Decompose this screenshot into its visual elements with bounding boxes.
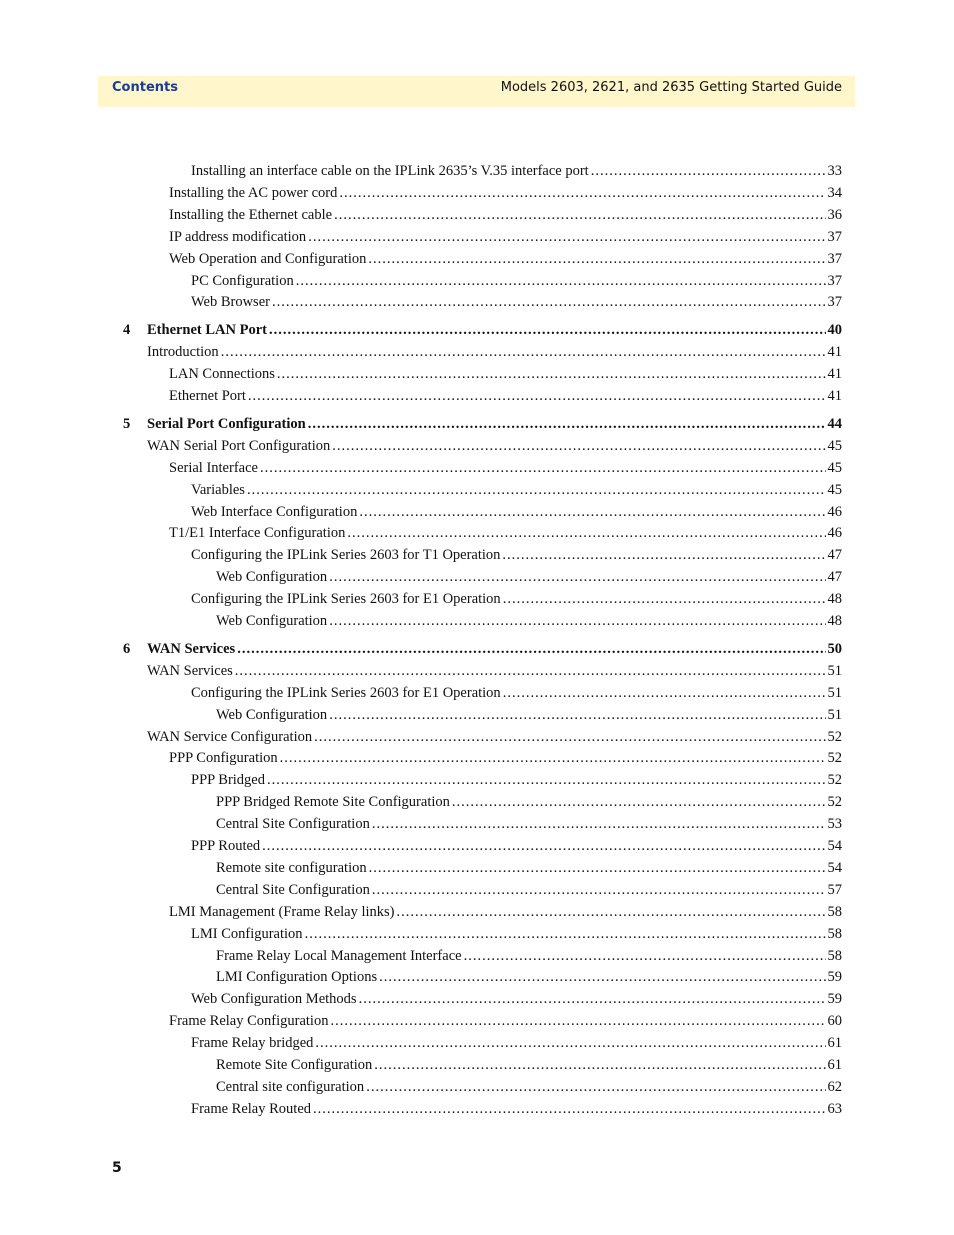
toc-dot-leader [329, 613, 825, 630]
toc-dot-leader [315, 1035, 825, 1052]
page-number: 5 [112, 1160, 122, 1176]
toc-entry[interactable] [169, 525, 842, 545]
toc-entry-page: 37 [827, 228, 842, 245]
toc-entry-page: 44 [827, 415, 842, 432]
toc-entry-page: 46 [827, 525, 842, 542]
toc-dot-leader [372, 816, 826, 833]
toc-dot-leader [305, 926, 826, 943]
toc-entry-title: LMI Management (Frame Relay links) [169, 903, 395, 920]
toc-entry-page: 34 [827, 184, 842, 201]
toc-dot-leader [374, 1057, 825, 1074]
toc-entry[interactable] [191, 547, 842, 567]
toc-entry[interactable] [191, 772, 842, 792]
toc-entry-page: 54 [827, 838, 842, 854]
toc-entry[interactable] [191, 685, 842, 705]
toc-entry-title: PPP Configuration [169, 750, 278, 767]
toc-dot-leader [329, 569, 825, 586]
toc-entry[interactable] [147, 663, 842, 683]
toc-entry-page: 47 [827, 569, 842, 586]
toc-entry-title: WAN Services [147, 640, 236, 657]
toc-dot-leader [308, 416, 826, 433]
toc-entry-title: LAN Connections [169, 366, 275, 383]
toc-dot-leader [397, 904, 826, 921]
toc-entry-page: 41 [827, 366, 842, 383]
toc-entry-title: Web Interface Configuration [191, 503, 358, 520]
toc-entry-page: 51 [827, 684, 842, 701]
toc-entry-title: IP address modification [169, 228, 307, 245]
toc-entry[interactable] [191, 926, 842, 946]
toc-entry-page: 40 [827, 322, 842, 339]
toc-dot-leader [464, 948, 826, 965]
toc-entry-page: 52 [827, 750, 842, 767]
toc-entry-title: WAN Service Configuration [147, 728, 313, 745]
toc-entry-title: Web Operation and Configuration [169, 250, 367, 267]
toc-dot-leader [369, 860, 826, 877]
toc-entry-title: Frame Relay Configuration [169, 1013, 329, 1030]
toc-entry[interactable] [191, 591, 842, 611]
toc-entry-page: 37 [827, 250, 842, 267]
toc-entry-page: 59 [827, 969, 842, 986]
toc-chapter-entry[interactable] [123, 640, 842, 661]
toc-entry-page: 45 [827, 437, 842, 454]
toc-chapter-number: 5 [123, 415, 131, 432]
toc-entry[interactable] [191, 504, 842, 524]
toc-entry-page: 54 [827, 859, 842, 876]
toc-dot-leader [503, 685, 826, 702]
toc-entry-title: Configuring the IPLink Series 2603 for E1 Operation [191, 591, 501, 608]
toc-dot-leader [334, 207, 825, 224]
running-header [98, 76, 855, 107]
toc-entry-page: 50 [827, 640, 842, 657]
toc-dot-leader [503, 591, 826, 608]
toc-entry[interactable] [169, 251, 842, 271]
toc-dot-leader [347, 525, 825, 542]
toc-entry[interactable] [169, 388, 842, 408]
toc-dot-leader [272, 294, 826, 311]
toc-chapter-number: 4 [123, 322, 131, 339]
toc-entry-page: 57 [827, 881, 842, 898]
toc-chapter-number: 6 [123, 640, 131, 657]
toc-entry-page: 58 [827, 947, 842, 964]
toc-entry[interactable] [147, 344, 842, 364]
toc-entry[interactable] [169, 750, 842, 770]
toc-entry-title: Remote site configuration [216, 859, 367, 876]
toc-entry-page: 45 [827, 459, 842, 476]
toc-entry-page: 37 [827, 272, 842, 289]
toc-entry-page: 58 [827, 903, 842, 920]
toc-entry[interactable] [216, 613, 842, 633]
toc-entry[interactable] [169, 366, 842, 386]
toc-chapter-entry[interactable] [123, 322, 842, 342]
toc-entry[interactable] [216, 882, 842, 902]
toc-entry[interactable] [169, 460, 842, 480]
toc-entry-title: LMI Configuration [191, 925, 303, 942]
toc-entry-title: Variables [191, 481, 245, 498]
toc-dot-leader [313, 1101, 825, 1118]
toc-entry-title: WAN Serial Port Configuration [147, 437, 331, 454]
toc-entry-title: WAN Services [147, 662, 233, 679]
toc-entry-page: 63 [827, 1100, 842, 1117]
toc-entry[interactable] [216, 1057, 842, 1077]
toc-entry-page: 46 [827, 503, 842, 520]
toc-dot-leader [296, 273, 826, 290]
toc-entry-title: Ethernet LAN Port [147, 322, 268, 339]
toc-entry[interactable] [147, 438, 842, 458]
toc-entry[interactable] [216, 816, 842, 836]
toc-entry-title: Serial Port Configuration [147, 415, 306, 432]
toc-entry-title: T1/E1 Interface Configuration [169, 525, 346, 542]
toc-entry-page: 48 [827, 591, 842, 608]
toc-entry-title: Web Configuration [216, 706, 328, 723]
toc-dot-leader [339, 185, 825, 202]
toc-dot-leader [247, 482, 826, 499]
toc-entry-title: Central site configuration [216, 1078, 365, 1095]
toc-entry[interactable] [216, 969, 842, 989]
toc-entry[interactable] [216, 860, 842, 880]
toc-dot-leader [248, 388, 826, 405]
header-guide-title: Models 2603, 2621, and 2635 Getting Started Guide [500, 80, 842, 95]
toc-entry-title: Remote Site Configuration [216, 1057, 373, 1073]
toc-entry-page: 59 [827, 991, 842, 1008]
toc-entry[interactable] [169, 229, 842, 249]
toc-entry-title: Frame Relay Routed [191, 1100, 312, 1117]
toc-entry[interactable] [216, 794, 842, 814]
toc-entry[interactable] [169, 185, 842, 205]
toc-entry-title: PC Configuration [191, 272, 294, 289]
toc-entry-page: 58 [827, 925, 842, 942]
toc-entry[interactable] [191, 1035, 842, 1055]
toc-entry-title: Configuring the IPLink Series 2603 for T1 Operation [191, 547, 501, 564]
toc-dot-leader [329, 707, 825, 724]
toc-entry-page: 60 [827, 1013, 842, 1030]
toc-dot-leader [269, 322, 825, 339]
toc-entry-page: 52 [827, 794, 842, 811]
toc-entry[interactable] [216, 569, 842, 589]
toc-entry-title: Introduction [147, 344, 219, 361]
toc-entry-page: 47 [827, 547, 842, 564]
toc-entry-page: 52 [827, 772, 842, 789]
toc-entry[interactable] [216, 707, 842, 727]
toc-entry-title: Web Configuration [216, 569, 328, 586]
toc-entry-title: Serial Interface [169, 459, 258, 476]
toc-entry[interactable] [216, 1079, 842, 1099]
toc-entry-page: 37 [827, 294, 842, 311]
toc-entry[interactable] [147, 729, 842, 749]
toc-dot-leader [262, 838, 825, 855]
toc-entry[interactable] [169, 1013, 842, 1033]
toc-entry-title: LMI Configuration Options [216, 969, 378, 986]
toc-entry-title: Configuring the IPLink Series 2603 for E1 Operation [191, 684, 501, 701]
toc-entry-title: Installing the Ethernet cable [169, 206, 333, 223]
toc-entry[interactable] [191, 273, 842, 293]
toc-entry-page: 45 [827, 481, 842, 498]
toc-dot-leader [379, 969, 825, 986]
toc-dot-leader [372, 882, 826, 899]
toc-entry[interactable] [216, 948, 842, 968]
toc-dot-leader [260, 460, 826, 477]
toc-entry-page: 51 [827, 662, 842, 679]
toc-dot-leader [314, 729, 825, 746]
toc-entry-title: Web Configuration [216, 613, 328, 629]
toc-entry-page: 51 [827, 706, 842, 723]
toc-dot-leader [502, 547, 825, 564]
toc-entry-title: Web Configuration Methods [191, 991, 357, 1008]
toc-entry-page: 61 [827, 1057, 842, 1073]
toc-entry[interactable] [191, 991, 842, 1011]
header-section-label: Contents [112, 80, 178, 95]
toc-dot-leader [277, 366, 826, 383]
toc-entry[interactable] [191, 482, 842, 502]
toc-chapter-entry[interactable] [123, 415, 842, 436]
toc-entry[interactable] [191, 838, 842, 858]
toc-entry-title: Central Site Configuration [216, 881, 370, 898]
toc-entry-title: Web Browser [191, 294, 270, 311]
toc-dot-leader [366, 1079, 825, 1096]
toc-entry-page: 36 [827, 206, 842, 223]
toc-entry[interactable] [191, 294, 842, 314]
toc-dot-leader [280, 750, 826, 767]
toc-dot-leader [221, 344, 826, 361]
toc-dot-leader [368, 251, 825, 268]
toc-entry-title: Central Site Configuration [216, 816, 370, 833]
toc-dot-leader [308, 229, 825, 246]
toc-dot-leader [591, 163, 826, 180]
toc-entry-page: 62 [827, 1078, 842, 1095]
toc-entry-title: Frame Relay bridged [191, 1035, 314, 1052]
toc-dot-leader [330, 1013, 825, 1030]
toc-entry-page: 41 [827, 344, 842, 361]
toc-dot-leader [237, 641, 825, 658]
toc-entry-title: Frame Relay Local Management Interface [216, 947, 462, 964]
toc-dot-leader [452, 794, 826, 811]
toc-entry-page: 61 [827, 1035, 842, 1052]
toc-dot-leader [359, 991, 826, 1008]
toc-entry-page: 52 [827, 728, 842, 745]
toc-entry-title: Installing an interface cable on the IPLink 2635’s V.35 interface port [191, 163, 589, 179]
toc-dot-leader [235, 663, 826, 680]
toc-entry-title: PPP Bridged [191, 772, 265, 789]
toc-entry-page: 48 [827, 613, 842, 629]
toc-entry-title: PPP Routed [191, 838, 261, 854]
toc-dot-leader [267, 772, 826, 789]
toc-entry-page: 41 [827, 388, 842, 404]
toc-entry[interactable] [191, 163, 842, 183]
toc-entry-title: Installing the AC power cord [169, 184, 338, 201]
toc-entry-title: PPP Bridged Remote Site Configuration [216, 794, 450, 811]
toc-dot-leader [332, 438, 825, 455]
toc-entry[interactable] [169, 904, 842, 924]
toc-entry[interactable] [169, 207, 842, 227]
toc-entry[interactable] [191, 1101, 842, 1121]
toc-entry-page: 33 [827, 163, 842, 179]
toc-dot-leader [359, 504, 825, 521]
toc-entry-title: Ethernet Port [169, 388, 246, 404]
toc-entry-page: 53 [827, 816, 842, 833]
